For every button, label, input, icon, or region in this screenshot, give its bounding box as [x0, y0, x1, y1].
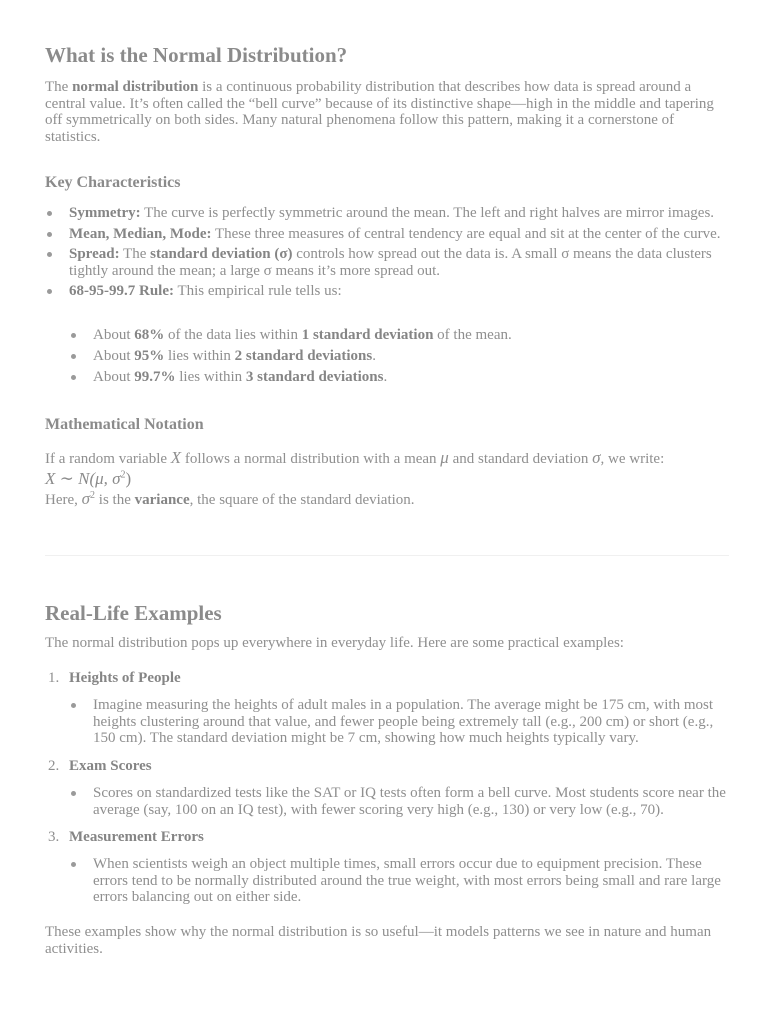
key-characteristics-list: [45, 205, 729, 304]
sub-text: lies within: [175, 369, 246, 385]
sub-sd: 1 standard deviation: [301, 327, 434, 343]
normal-distribution-formula: [45, 469, 131, 489]
list-item-symmetry: [45, 205, 729, 222]
math-symbol-mu: μ: [440, 448, 449, 467]
item-label: 68-95-99.7 Rule:: [69, 283, 174, 299]
item-label: Mean, Median, Mode:: [69, 225, 212, 242]
math-exponent: 2: [90, 490, 96, 501]
sub-text: About: [93, 369, 135, 385]
item-bold-term: standard deviation (σ): [150, 246, 293, 262]
empirical-rule-sublist: [69, 327, 729, 390]
list-item-spread: [45, 246, 729, 279]
formula-close: ): [125, 469, 132, 488]
example-number: 2.: [48, 758, 60, 774]
key-characteristics-heading: Key Characteristics: [45, 174, 181, 191]
math-symbol-sigma: σ: [592, 448, 601, 467]
example-number: 3.: [48, 829, 60, 845]
example-title: Measurement Errors: [69, 829, 204, 845]
sub-percent: 99.7%: [134, 369, 176, 385]
item-text: controls how spread out the data is. A small σ means the data clusters tightly around the mean; a large σ means it’s more spread out.: [69, 246, 712, 279]
math-symbol-sigma: σ: [81, 489, 91, 508]
example-detail-list: [69, 785, 729, 818]
example-detail-list: [69, 697, 729, 747]
sub-text: .: [383, 369, 388, 385]
formula-exponent: 2: [120, 469, 126, 481]
notation-text: , the square of the standard deviation.: [189, 492, 415, 508]
sub-text: About: [93, 348, 135, 364]
sub-text: of the mean.: [433, 327, 512, 343]
sub-sd: 3 standard deviations: [245, 369, 384, 385]
item-label: Spread:: [69, 246, 120, 262]
section-title-real-life-examples: Real-Life Examples: [45, 601, 222, 625]
variance-term: variance: [134, 492, 190, 508]
examples-intro: The normal distribution pops up everywhere in everyday life. Here are some practical examples:: [45, 635, 624, 651]
item-text: This empirical rule tells us:: [174, 283, 342, 299]
sublist-item: [69, 327, 729, 344]
mathematical-notation-heading: Mathematical Notation: [45, 416, 204, 433]
example-detail: Scores on standardized tests like the SAT or IQ tests often form a bell curve. Most students score near the average (say, 100 on an IQ test), with fewer scoring very high (e.g., 130) or very low (e.g., 70).: [69, 785, 729, 818]
math-variable-x: X: [170, 448, 182, 467]
notation-text: follows a normal distribution with a mean: [181, 451, 441, 467]
item-text: The curve is perfectly symmetric around the mean. The left and right halves are mirror images.: [140, 205, 715, 221]
notation-intro: [45, 450, 729, 468]
example-detail-list: [69, 856, 729, 906]
sub-text: of the data lies within: [164, 327, 302, 343]
item-text: These three measures of central tendency are equal and sit at the center of the curve.: [211, 225, 721, 242]
example-detail: When scientists weigh an object multiple times, small errors occur due to equipment precision. These errors tend to be normally distributed around the true weight, with most errors being small and rare large errors balancing out on either side.: [69, 856, 729, 906]
intro-bold-term: normal distribution: [72, 79, 199, 95]
example-detail: Imagine measuring the heights of adult males in a population. The average might be 175 cm, with most heights clustering around that value, and fewer people being extremely tall (e.g., 200 cm) or short (e.g., 150 cm). The standard deviation might be 7 cm, showing how much heights typically vary.: [69, 697, 729, 747]
intro-text: is a continuous probability distribution that describes how data is spread around a central value. It’s often called the “bell curve” because of its distinctive shape—high in the middle and tapering off symmetrically on both sides. Many natural phenomena follow this pattern, making it a cornerstone of statistics.: [45, 79, 714, 145]
item-text: The: [119, 246, 151, 262]
sub-text: .: [372, 348, 376, 364]
list-item-mean-median-mode: [45, 226, 729, 243]
sublist-item: [69, 348, 729, 365]
sub-text: About: [93, 327, 135, 343]
sublist-item: [69, 369, 729, 386]
variance-note: [45, 491, 729, 509]
examples-conclusion: These examples show why the normal distribution is so useful—it models patterns we see in nature and human activities.: [45, 924, 712, 957]
intro-text: The: [45, 79, 73, 95]
item-label: Symmetry:: [69, 205, 141, 221]
notation-text: is the: [95, 492, 135, 508]
example-title: Exam Scores: [69, 758, 152, 774]
section-divider: [45, 555, 729, 556]
notation-text: If a random variable: [45, 451, 171, 467]
notation-text: Here,: [45, 492, 82, 508]
sub-text: lies within: [164, 348, 235, 364]
sub-percent: 68%: [134, 327, 165, 343]
notation-text: , we write:: [600, 451, 665, 467]
list-item-empirical-rule: [45, 283, 729, 300]
example-number: 1.: [48, 670, 60, 686]
sub-sd: 2 standard deviations: [234, 348, 373, 364]
sub-percent: 95%: [134, 348, 165, 364]
notation-text: and standard deviation: [448, 451, 593, 467]
section-title-normal-distribution: What is the Normal Distribution?: [45, 43, 348, 67]
formula-main: X ∼ N(μ, σ: [45, 469, 121, 488]
intro-paragraph: [45, 79, 729, 145]
example-title: Heights of People: [69, 670, 181, 686]
